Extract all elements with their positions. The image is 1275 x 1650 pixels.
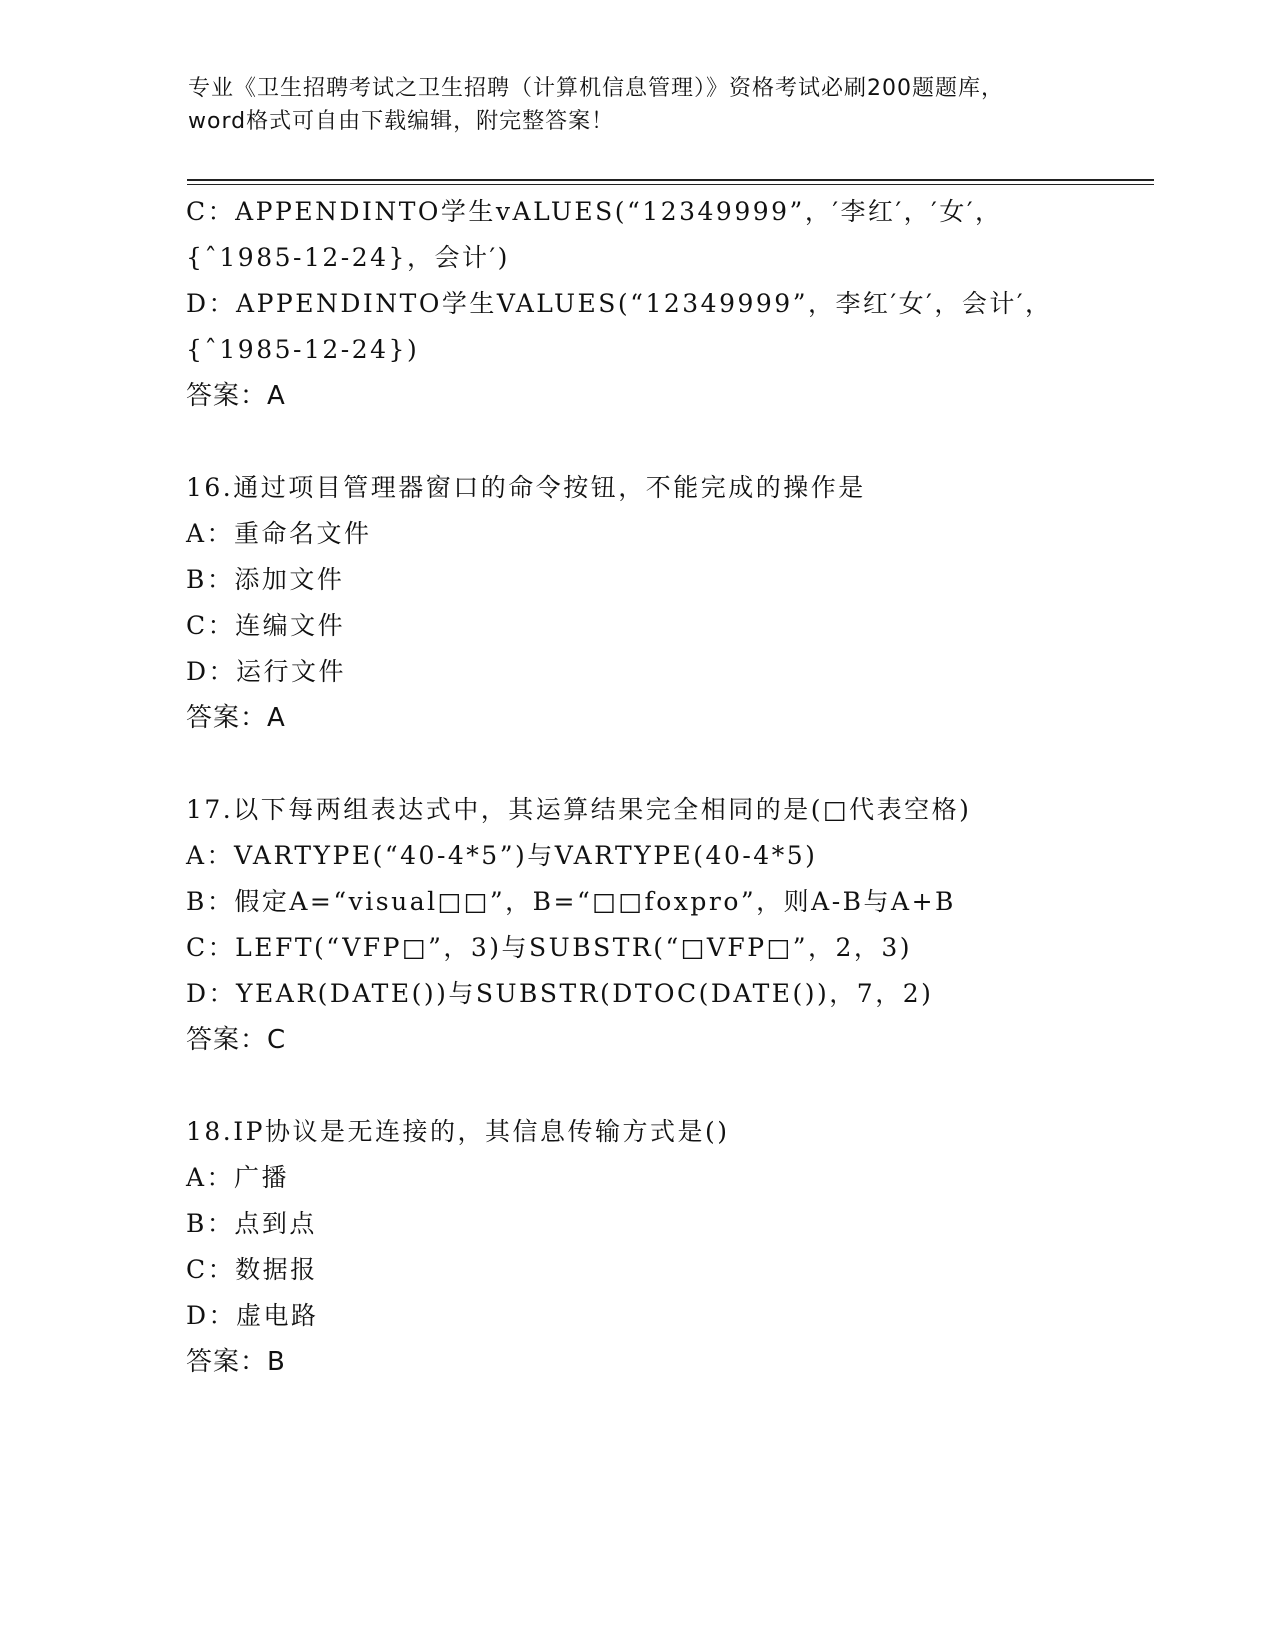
document-header — [188, 72, 1168, 138]
question-15-continuation — [186, 189, 1166, 419]
option-c: C：连编文件 — [186, 611, 346, 640]
option-a: A：广播 — [186, 1163, 290, 1192]
question-content — [186, 189, 1166, 1385]
question-stem: 18.IP协议是无连接的，其信息传输方式是() — [186, 1117, 730, 1146]
header-divider-thick — [187, 179, 1154, 181]
header-title-line-2: word格式可自由下载编辑，附完整答案！ — [188, 109, 615, 134]
option-c: C：LEFT(“VFP□”，3)与SUBSTR(“□VFP□”，2，3) — [186, 933, 913, 962]
option-c-line: C：APPENDINTO学生vALUES(“12349999”，′李红′，′女′， — [186, 197, 1003, 226]
spacer — [186, 741, 1166, 787]
answer-line: 答案：A — [186, 381, 286, 411]
option-a: A：VARTYPE(“40-4*5”)与VARTYPE(40-4*5) — [186, 841, 818, 870]
option-c: C：数据报 — [186, 1255, 318, 1284]
question-stem: 16.通过项目管理器窗口的命令按钮，不能完成的操作是 — [186, 473, 866, 502]
header-title-line-1: 专业《卫生招聘考试之卫生招聘（计算机信息管理）》资格考试必刷200题题库， — [188, 76, 1004, 101]
header-divider-thin — [187, 184, 1154, 185]
option-d: D：虚电路 — [186, 1301, 319, 1330]
option-d-line: D：APPENDINTO学生VALUES(“12349999”，李红′女′，会计′， — [186, 289, 1053, 318]
option-b: B：假定A=“visual□□”，B=“□□foxpro”，则A-B与A+B — [186, 887, 956, 916]
option-b: B：添加文件 — [186, 565, 345, 594]
answer-line: 答案：C — [186, 1025, 287, 1055]
option-d: D：YEAR(DATE())与SUBSTR(DTOC(DATE())，7，2) — [186, 979, 934, 1008]
option-d-line-wrap: {ˆ1985-12-24}) — [186, 335, 420, 364]
option-a: A：重命名文件 — [186, 519, 372, 548]
option-d: D：运行文件 — [186, 657, 347, 686]
answer-line: 答案：B — [186, 1347, 286, 1377]
question-17 — [186, 787, 1166, 1063]
question-16 — [186, 465, 1166, 741]
answer-line: 答案：A — [186, 703, 286, 733]
question-18 — [186, 1109, 1166, 1385]
question-stem: 17.以下每两组表达式中，其运算结果完全相同的是(□代表空格) — [186, 795, 972, 824]
option-c-line-wrap: {ˆ1985-12-24}，会计′) — [186, 243, 510, 272]
spacer — [186, 419, 1166, 465]
option-b: B：点到点 — [186, 1209, 317, 1238]
spacer — [186, 1063, 1166, 1109]
